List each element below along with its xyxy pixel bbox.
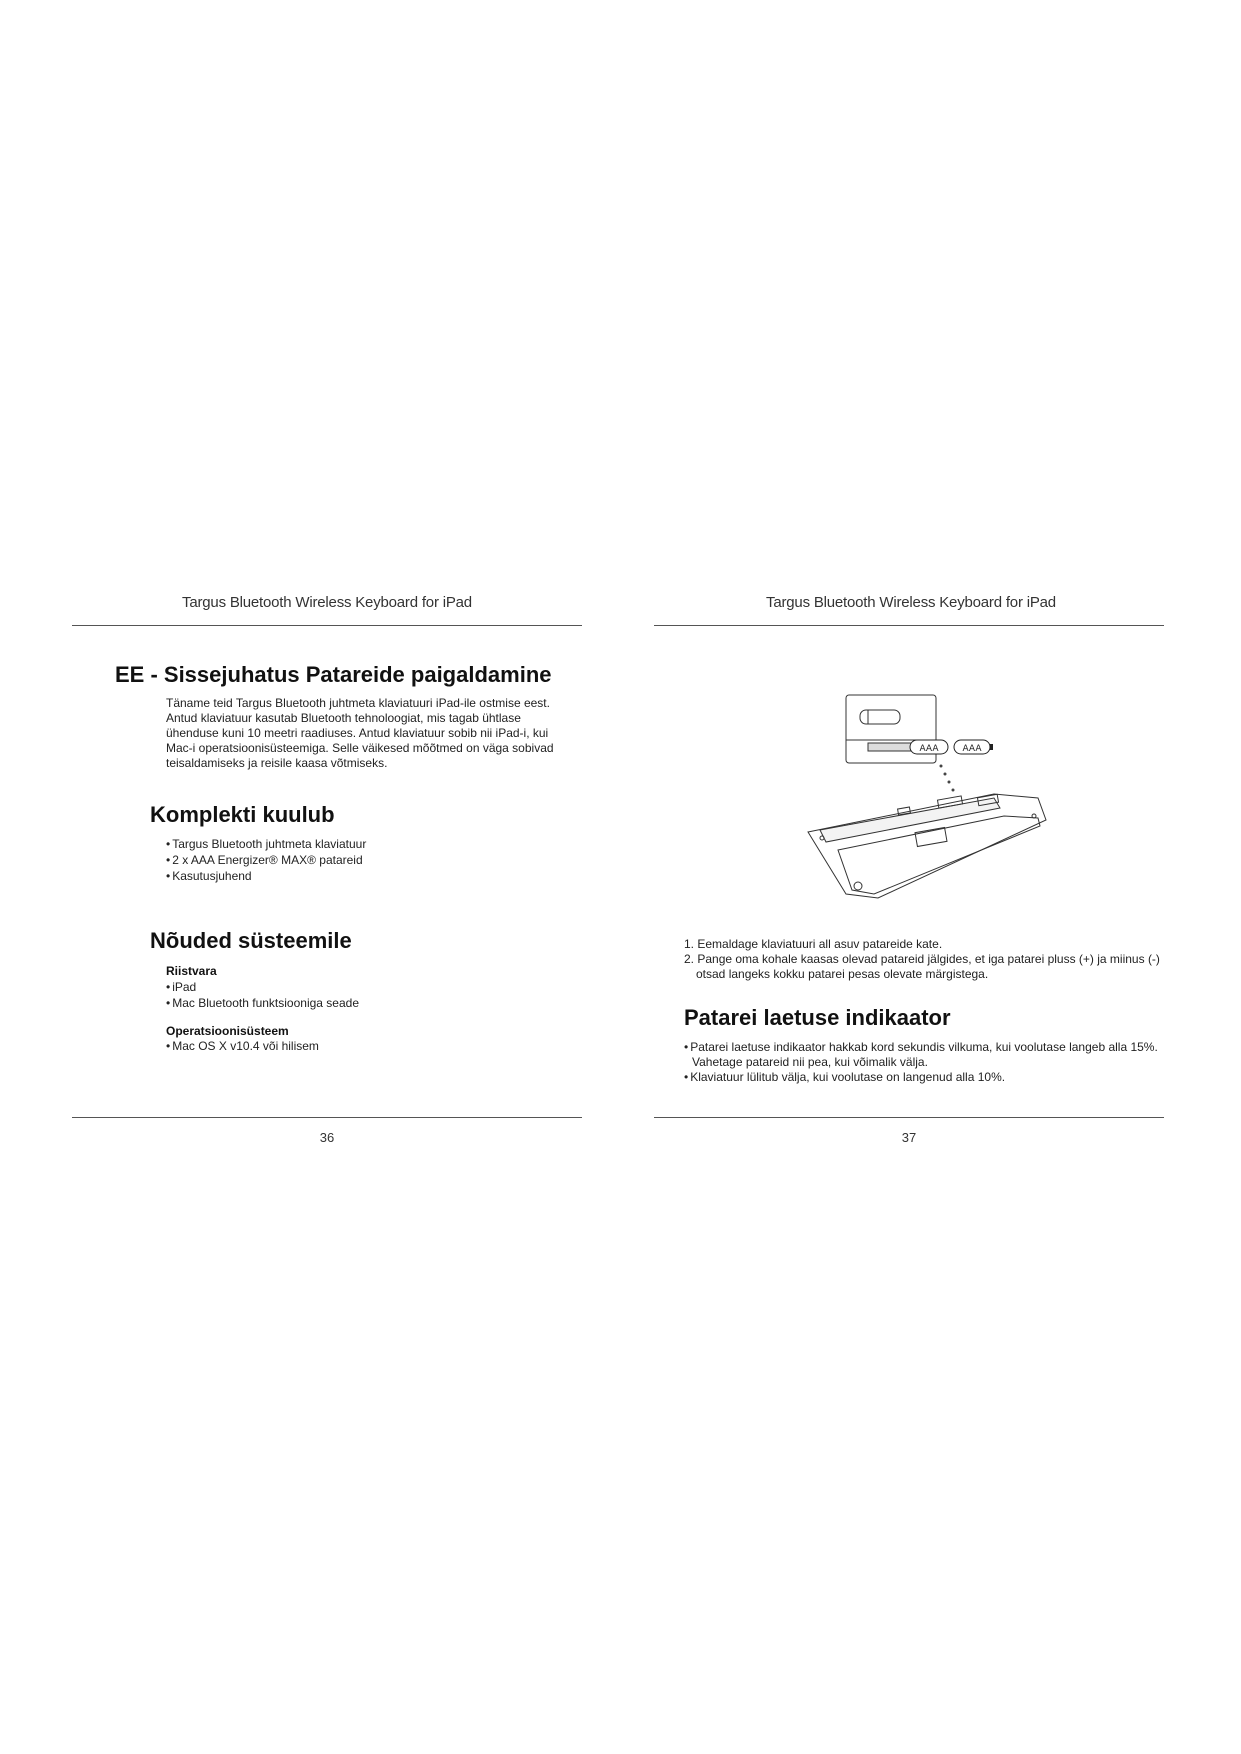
footer-rule xyxy=(72,1117,582,1118)
os-list xyxy=(166,1038,546,1054)
svg-text:AAA: AAA xyxy=(962,744,982,754)
list-item: • Patarei laetuse indikaator hakkab kord sekundis vilkuma, kui voolutase langeb alla 15%. Vahetage patareid nii pea, kui võimalik välja. xyxy=(684,1040,1184,1070)
intro-paragraph: Täname teid Targus Bluetooth juhtmeta klaviatuuri iPad-ile ostmise eest. Antud klaviatuur kasutab Bluetooth tehnoloogiat, mis tagab ühtlase ühenduse kuni 10 meetri raadiuses. Antud klaviatuur sobib nii iPad-i, kui Mac-i operatsioonisüsteemiga. Selle väikesed mõõtmed on väga sobivad teisaldamiseks ja reisile kaasa võtmiseks. xyxy=(166,696,554,770)
list-item: • Klaviatuur lülitub välja, kui voolutase on langenud alla 10%. xyxy=(684,1070,1184,1085)
list-item: • Targus Bluetooth juhtmeta klaviatuur xyxy=(166,836,546,852)
battery-installation-diagram xyxy=(798,690,1128,920)
hardware-list xyxy=(166,979,546,1011)
list-item: • 2 x AAA Energizer® MAX® patareid xyxy=(166,852,546,868)
list-item: 1. Eemaldage klaviatuuri all asuv patareide kate. xyxy=(684,937,943,951)
list-item: • iPad xyxy=(166,979,546,995)
aaa-battery-icon xyxy=(910,740,993,754)
insertion-guide-dots xyxy=(940,765,955,792)
list-item: • Mac OS X v10.4 või hilisem xyxy=(166,1038,546,1054)
svg-text:AAA: AAA xyxy=(919,744,939,754)
running-header: Targus Bluetooth Wireless Keyboard for iPad xyxy=(766,594,1056,611)
page-number: 36 xyxy=(319,1130,335,1145)
footer-rule xyxy=(654,1117,1164,1118)
requirements-heading: Nõuded süsteemile xyxy=(150,928,352,953)
left-page xyxy=(0,0,620,1754)
header-rule xyxy=(72,625,582,626)
installation-steps xyxy=(684,937,1184,982)
list-item: • Kasutusjuhend xyxy=(166,868,546,884)
os-label: Operatsioonisüsteem xyxy=(166,1024,289,1038)
list-item: 2. Pange oma kohale kaasas olevad patareid jälgides, et iga patarei pluss (+) ja miinus (-) otsad langeks kokku patarei pesas olevate märgistega. xyxy=(684,952,1160,981)
keyboard-underside-icon xyxy=(808,794,1046,898)
contents-list xyxy=(166,836,546,884)
page-number: 37 xyxy=(901,1130,917,1145)
right-page xyxy=(620,0,1240,1754)
header-rule xyxy=(654,625,1164,626)
indicator-heading: Patarei laetuse indikaator xyxy=(684,1005,951,1030)
indicator-list xyxy=(684,1040,1184,1085)
running-header: Targus Bluetooth Wireless Keyboard for iPad xyxy=(182,594,472,611)
intro-heading: EE - Sissejuhatus Patareide paigaldamine xyxy=(115,662,552,687)
hardware-label: Riistvara xyxy=(166,964,217,978)
contents-heading: Komplekti kuulub xyxy=(150,802,335,827)
list-item: • Mac Bluetooth funktsiooniga seade xyxy=(166,995,546,1011)
